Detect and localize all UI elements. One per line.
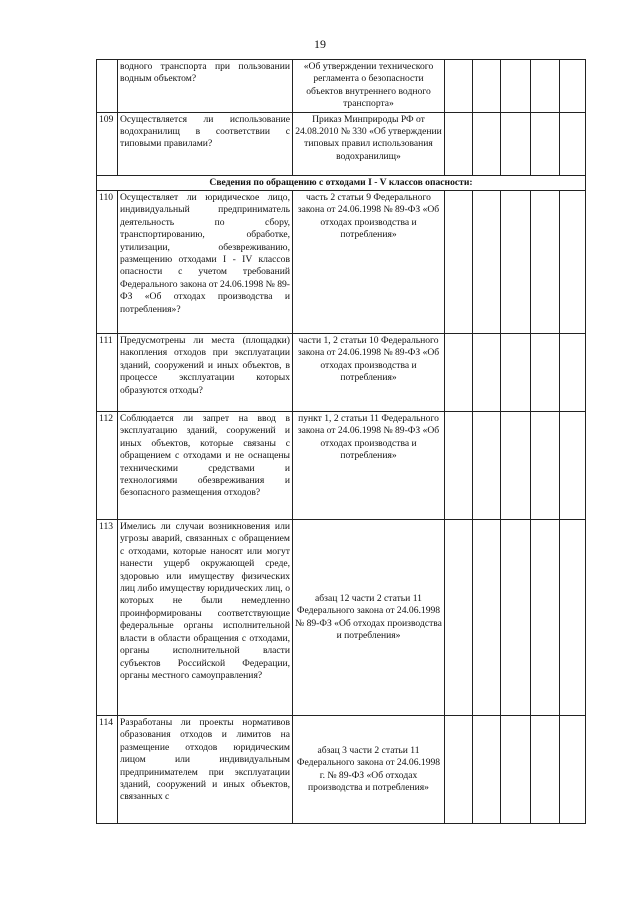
checklist-table	[96, 59, 586, 824]
table-row	[97, 520, 586, 716]
question-cell: Предусмотрены ли места (площадки) накопления отходов при эксплуатации зданий, сооружений и иных объектов, в процессе эксплуатации которых образуются отходы?	[118, 334, 293, 412]
reference-cell: «Об утверждении технического регламента о безопасности объектов внутреннего водного транспорта»	[293, 60, 445, 113]
answer-cell-na[interactable]	[501, 191, 531, 334]
row-number: 114	[97, 716, 118, 824]
reference-cell: абзац 12 части 2 статьи 11 Федерального закона от 24.06.1998 № 89-ФЗ «Об отходах производства и потребления»	[293, 520, 445, 716]
answer-cell-note[interactable]	[560, 520, 586, 716]
answer-cell-no[interactable]	[473, 412, 501, 520]
question-cell: Разработаны ли проекты нормативов образования отходов и лимитов на размещение отходов юридическим лицом или индивидуальным предпринимателем при эксплуатации зданий, сооружений и иных объектов, связанных с	[118, 716, 293, 824]
question-cell: Осуществляется ли использование водохранилищ в соответствии с типовыми правилами?	[118, 112, 293, 175]
answer-cell-other[interactable]	[531, 112, 560, 175]
row-number: 111	[97, 334, 118, 412]
answer-cell-note[interactable]	[560, 112, 586, 175]
answer-cell-na[interactable]	[501, 60, 531, 113]
answer-cell-note[interactable]	[560, 60, 586, 113]
row-number	[97, 60, 118, 113]
answer-cell-no[interactable]	[473, 191, 501, 334]
reference-cell: части 1, 2 статьи 10 Федерального закона от 24.06.1998 № 89-ФЗ «Об отходах производства и потребления»	[293, 334, 445, 412]
answer-cell-other[interactable]	[531, 191, 560, 334]
answer-cell-na[interactable]	[501, 412, 531, 520]
answer-cell-no[interactable]	[473, 520, 501, 716]
reference-cell: Приказ Минприроды РФ от 24.08.2010 № 330 «Об утверждении типовых правил использования водохранилищ»	[293, 112, 445, 175]
table-row	[97, 334, 586, 412]
answer-cell-yes[interactable]	[445, 191, 473, 334]
answer-cell-other[interactable]	[531, 716, 560, 824]
answer-cell-yes[interactable]	[445, 412, 473, 520]
table-row	[97, 112, 586, 175]
answer-cell-yes[interactable]	[445, 716, 473, 824]
section-heading: Сведения по обращению с отходами I - V классов опасности:	[97, 175, 586, 190]
answer-cell-na[interactable]	[501, 716, 531, 824]
answer-cell-yes[interactable]	[445, 520, 473, 716]
answer-cell-other[interactable]	[531, 60, 560, 113]
answer-cell-no[interactable]	[473, 60, 501, 113]
question-cell: водного транспорта при пользовании водным объектом?	[118, 60, 293, 113]
row-number: 112	[97, 412, 118, 520]
answer-cell-note[interactable]	[560, 334, 586, 412]
answer-cell-note[interactable]	[560, 412, 586, 520]
answer-cell-na[interactable]	[501, 334, 531, 412]
reference-cell: пункт 1, 2 статьи 11 Федерального закона от 24.06.1998 № 89-ФЗ «Об отходах производства и потребления»	[293, 412, 445, 520]
question-cell: Осуществляет ли юридическое лицо, индивидуальный предприниматель деятельность по сбору, транспортированию, обработке, утилизации, обезвреживанию, размещению отходами I - IV классов опасности с учетом требований Федерального закона от 24.06.1998 № 89-ФЗ «Об отходах производства и потребления»?	[118, 191, 293, 334]
answer-cell-other[interactable]	[531, 520, 560, 716]
answer-cell-yes[interactable]	[445, 60, 473, 113]
answer-cell-yes[interactable]	[445, 334, 473, 412]
question-cell: Имелись ли случаи возникновения или угрозы аварий, связанных с обращением с отходами, которые наносят или могут нанести ущерб окружающей среде, здоровью или имуществу физических лиц либо имуществу юридических лиц, о которых не были немедленно проинформированы соответствующие федеральные органы исполнительной власти в области обращения с отходами, органы исполнительной власти субъектов Российской Федерации, органы местного самоуправления?	[118, 520, 293, 716]
question-cell: Соблюдается ли запрет на ввод в эксплуатацию зданий, сооружений и иных объектов, которые связаны с обращением с отходами и не оснащены техническими средствами и технологиями обезвреживания и безопасного размещения отходов?	[118, 412, 293, 520]
answer-cell-other[interactable]	[531, 412, 560, 520]
page-number: 19	[314, 37, 326, 51]
answer-cell-no[interactable]	[473, 716, 501, 824]
table-row	[97, 716, 586, 824]
section-heading-row	[97, 175, 586, 190]
row-number: 109	[97, 112, 118, 175]
answer-cell-note[interactable]	[560, 191, 586, 334]
reference-cell: часть 2 статьи 9 Федерального закона от 24.06.1998 № 89-ФЗ «Об отходах производства и потребления»	[293, 191, 445, 334]
row-number: 110	[97, 191, 118, 334]
answer-cell-na[interactable]	[501, 520, 531, 716]
answer-cell-no[interactable]	[473, 112, 501, 175]
answer-cell-yes[interactable]	[445, 112, 473, 175]
answer-cell-no[interactable]	[473, 334, 501, 412]
table-row	[97, 60, 586, 113]
reference-cell: абзац 3 части 2 статьи 11 Федерального закона от 24.06.1998 г. № 89-ФЗ «Об отходах производства и потребления»	[293, 716, 445, 824]
answer-cell-other[interactable]	[531, 334, 560, 412]
answer-cell-note[interactable]	[560, 716, 586, 824]
table-row	[97, 412, 586, 520]
table-row	[97, 191, 586, 334]
row-number: 113	[97, 520, 118, 716]
answer-cell-na[interactable]	[501, 112, 531, 175]
